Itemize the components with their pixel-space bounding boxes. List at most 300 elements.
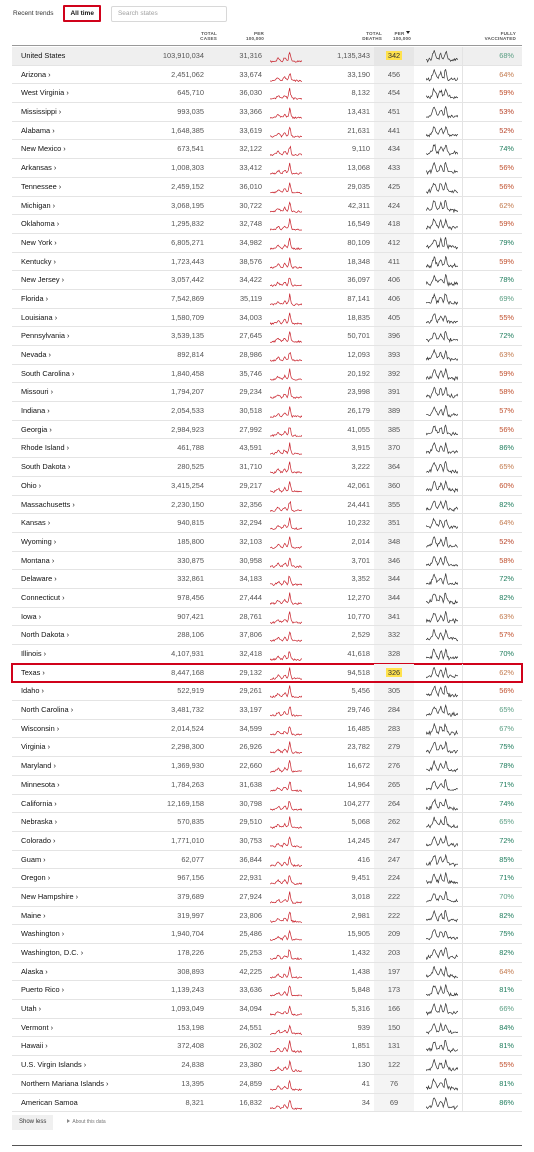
row-state-name[interactable]: Tennessee › [21,181,62,191]
row-fully-vaccinated: 65% [499,705,514,715]
row-cases-per-100k: 32,748 [239,219,262,229]
header-deaths-per-100k[interactable] [384,31,420,41]
row-deaths-per-100k [374,103,414,122]
row-total-deaths: 8,132 [351,88,370,98]
row-deaths-per-100k-value: 434 [387,144,401,154]
deaths-sparkline [426,1022,458,1035]
row-deaths-per-100k-value: 222 [387,910,401,920]
row-cases-per-100k: 32,294 [239,518,262,528]
row-total-deaths: 23,998 [347,387,370,397]
row-deaths-per-100k [374,682,414,701]
row-state-name[interactable]: North Dakota › [21,630,70,640]
row-total-cases: 1,580,709 [171,312,204,322]
table-row[interactable] [12,664,522,683]
header-vaccinated-line1: FULLY [500,31,516,36]
column-divider [462,309,463,327]
table-row[interactable] [12,832,522,851]
table-footer [12,1114,106,1130]
row-total-deaths: 50,701 [347,331,370,341]
row-deaths-per-100k [374,234,414,253]
about-this-data-link[interactable] [67,1119,105,1125]
row-fully-vaccinated: 55% [499,312,514,322]
deaths-sparkline [426,891,458,904]
row-fully-vaccinated: 60% [499,480,514,490]
row-state-name[interactable]: Pennsylvania › [21,331,70,341]
row-state-name[interactable]: Connecticut › [21,592,65,602]
row-state-name[interactable]: Mississippi › [21,107,62,117]
row-total-deaths: 41,055 [347,424,370,434]
column-divider [462,84,463,102]
row-deaths-per-100k-value: 344 [387,592,401,602]
row-state-name[interactable]: Wyoming › [21,536,57,546]
column-divider [462,645,463,663]
row-deaths-per-100k-value: 76 [389,1078,399,1088]
column-divider [462,402,463,420]
row-cases-per-100k: 23,806 [239,910,262,920]
row-deaths-per-100k-value: 247 [387,854,401,864]
row-state-name[interactable]: Massachusetts › [21,499,75,509]
row-state-name[interactable]: Nebraska › [21,817,58,827]
row-deaths-per-100k [374,832,414,851]
row-state-name[interactable]: Guam › [21,854,46,864]
row-cases-per-100k: 24,551 [239,1022,262,1032]
table-row[interactable] [12,159,522,178]
table-row[interactable] [12,1019,522,1038]
row-deaths-per-100k-value: 265 [387,779,401,789]
header-total-cases[interactable] [200,31,217,41]
column-divider [462,477,463,495]
column-divider [462,720,463,738]
table-row[interactable] [12,757,522,776]
deaths-sparkline [426,442,458,455]
row-state-name[interactable]: New Jersey › [21,275,65,285]
cases-sparkline [270,816,302,829]
row-deaths-per-100k-value: 424 [387,200,401,210]
table-row[interactable] [12,1075,522,1094]
table-row[interactable] [12,253,522,272]
row-cases-per-100k: 26,302 [239,1041,262,1051]
row-state-name[interactable]: South Carolina › [21,368,75,378]
row-state-name[interactable]: Minnesota › [21,779,60,789]
table-row[interactable] [12,84,522,103]
table-row[interactable] [12,402,522,421]
row-state-name[interactable]: Washington, D.C. › [21,948,84,957]
header-total-deaths[interactable] [362,31,382,41]
row-deaths-per-100k [374,757,414,776]
row-fully-vaccinated: 59% [499,219,514,229]
column-divider [462,140,463,158]
table-row[interactable] [12,309,522,328]
row-total-cases: 24,838 [181,1060,204,1070]
search-states-input[interactable] [111,6,227,22]
table-row[interactable] [12,776,522,795]
row-cases-per-100k: 32,418 [239,649,262,658]
table-row[interactable] [12,533,522,552]
column-divider [462,159,463,177]
row-total-deaths: 12,270 [347,592,370,602]
row-fully-vaccinated: 84% [499,1022,514,1032]
table-row[interactable] [12,682,522,701]
deaths-sparkline [426,330,458,343]
header-fully-vaccinated[interactable] [485,31,516,41]
row-deaths-per-100k [374,626,414,645]
table-row[interactable] [12,66,522,85]
row-deaths-per-100k-value: 360 [387,480,401,490]
cases-sparkline [270,779,302,792]
table-row[interactable] [12,608,522,627]
row-state-name[interactable]: Oklahoma › [21,219,60,229]
table-row[interactable] [12,47,522,66]
row-state-name[interactable]: Wisconsin › [21,723,60,733]
table-row[interactable] [12,589,522,608]
row-total-deaths: 13,431 [347,107,370,117]
row-deaths-per-100k [374,496,414,515]
row-state-name[interactable]: American Samoa [21,1097,78,1107]
row-fully-vaccinated: 59% [499,88,514,98]
table-row[interactable] [12,963,522,982]
table-row[interactable] [12,925,522,944]
row-state-name[interactable]: Arizona › [21,69,51,79]
column-divider [462,458,463,476]
row-total-cases: 178,226 [177,948,204,957]
column-divider [462,888,463,906]
row-fully-vaccinated: 53% [499,107,514,117]
deaths-sparkline [426,87,458,100]
column-divider [462,47,463,65]
row-state-name[interactable]: Missouri › [21,387,54,397]
row-state-name[interactable]: Idaho › [21,686,45,696]
row-total-cases: 1,794,207 [171,387,204,397]
cases-sparkline [270,1003,302,1016]
deaths-sparkline [426,947,458,960]
cases-sparkline [270,237,302,250]
row-state-name[interactable]: Northern Mariana Islands › [21,1078,109,1088]
row-total-cases: 570,835 [177,817,204,827]
table-row[interactable] [12,944,522,963]
row-total-deaths: 3,018 [351,891,370,901]
row-cases-per-100k: 28,986 [239,350,262,359]
row-state-name[interactable]: West Virginia › [21,88,69,98]
row-deaths-per-100k-value: 328 [387,649,401,658]
deaths-sparkline [426,517,458,530]
row-total-cases: 6,805,271 [171,237,204,247]
row-state-name[interactable]: U.S. Virgin Islands › [21,1060,87,1070]
row-state-name[interactable]: Alabama › [21,125,55,135]
column-divider [462,253,463,271]
row-state-name[interactable]: Georgia › [21,424,52,434]
column-divider [462,122,463,140]
row-deaths-per-100k [374,439,414,458]
row-deaths-per-100k [374,197,414,216]
row-state-name[interactable]: Utah › [21,1004,42,1014]
row-total-deaths: 1,135,343 [337,51,370,60]
column-divider [462,608,463,626]
row-deaths-per-100k-value: 405 [387,312,401,322]
row-state-name[interactable]: Colorado › [21,835,56,845]
row-state-name[interactable]: Rhode Island › [21,443,70,453]
table-row[interactable] [12,178,522,197]
row-state-name[interactable]: Texas › [21,667,45,677]
row-fully-vaccinated: 64% [499,518,514,528]
cases-sparkline [270,1040,302,1053]
row-total-cases: 967,156 [177,873,204,883]
column-divider [462,533,463,551]
row-total-cases: 185,800 [177,536,204,546]
tab-recent-trends[interactable]: Recent trends [13,10,54,17]
row-deaths-per-100k [374,888,414,907]
row-fully-vaccinated: 62% [499,667,514,677]
row-deaths-per-100k [374,869,414,888]
row-total-deaths: 1,438 [351,966,370,976]
row-state-name[interactable]: Hawaii › [21,1041,48,1051]
table-row[interactable] [12,851,522,870]
table-row[interactable] [12,552,522,571]
table-row[interactable] [12,720,522,739]
row-total-deaths: 16,485 [347,723,370,733]
row-state-name[interactable]: Delaware › [21,574,57,584]
row-fully-vaccinated: 65% [499,817,514,827]
row-deaths-per-100k [374,533,414,552]
row-fully-vaccinated: 58% [499,555,514,565]
row-deaths-per-100k-value: 342 [387,51,401,60]
row-state-name[interactable]: South Dakota › [21,462,71,472]
row-state-name[interactable]: Florida › [21,293,49,303]
row-cases-per-100k: 27,645 [239,331,262,341]
row-state-name[interactable]: Michigan › [21,200,56,210]
deaths-sparkline [426,667,458,680]
cases-sparkline [270,424,302,437]
row-state-name[interactable]: Oregon › [21,873,51,883]
row-deaths-per-100k-value: 284 [387,705,401,715]
table-row[interactable] [12,346,522,365]
row-state-name[interactable]: Illinois › [21,649,47,658]
row-state-name[interactable]: Washington › [21,929,65,939]
column-divider [462,103,463,121]
row-total-deaths: 15,905 [347,929,370,939]
row-total-deaths: 14,964 [347,779,370,789]
row-total-deaths: 939 [357,1022,370,1032]
row-deaths-per-100k [374,776,414,795]
row-fully-vaccinated: 52% [499,536,514,546]
table-row[interactable] [12,981,522,1000]
column-divider [462,66,463,84]
row-total-deaths: 12,093 [347,350,370,359]
row-total-cases: 2,014,524 [171,723,204,733]
row-deaths-per-100k-value: 276 [387,761,401,771]
table-row[interactable] [12,1000,522,1019]
table-row[interactable] [12,514,522,533]
row-deaths-per-100k [374,720,414,739]
row-fully-vaccinated: 69% [499,293,514,303]
row-deaths-per-100k-value: 364 [387,462,401,472]
row-deaths-per-100k-value: 389 [387,406,401,416]
deaths-sparkline [426,723,458,736]
row-fully-vaccinated: 63% [499,350,514,359]
table-row[interactable] [12,365,522,384]
row-state-name[interactable]: Virginia › [21,742,51,752]
table-row[interactable] [12,122,522,141]
table-row[interactable] [12,458,522,477]
table-row[interactable] [12,888,522,907]
cases-sparkline [270,685,302,698]
row-total-deaths: 24,441 [347,499,370,509]
cases-sparkline [270,667,302,680]
table-row[interactable] [12,570,522,589]
table-row[interactable] [12,869,522,888]
row-total-cases: 332,861 [177,574,204,584]
tab-all-time[interactable]: All time [63,5,100,22]
table-row[interactable] [12,1056,522,1075]
table-row[interactable] [12,626,522,645]
row-deaths-per-100k-value: 454 [387,88,401,98]
row-state-name[interactable]: Vermont › [21,1022,54,1032]
column-divider [462,1019,463,1037]
cases-sparkline [270,592,302,605]
header-cases-per-100k[interactable] [246,31,264,41]
row-deaths-per-100k-value: 264 [387,798,401,808]
row-total-cases: 1,940,704 [171,929,204,939]
deaths-sparkline [426,69,458,82]
table-row[interactable] [12,215,522,234]
row-total-deaths: 41 [361,1078,370,1088]
cases-sparkline [270,50,302,63]
table-row[interactable] [12,795,522,814]
deaths-sparkline [426,592,458,605]
row-fully-vaccinated: 75% [499,742,514,752]
column-divider [462,234,463,252]
row-total-cases: 2,230,150 [171,499,204,509]
row-state-name[interactable]: Arkansas › [21,163,57,173]
row-state-name[interactable]: Puerto Rico › [21,985,65,995]
row-total-cases: 1,295,832 [171,219,204,229]
table-row[interactable] [12,1037,522,1056]
row-cases-per-100k: 27,992 [239,424,262,434]
row-state-name[interactable]: New York › [21,237,57,247]
table-row[interactable] [12,907,522,926]
cases-sparkline [270,835,302,848]
column-divider [462,1000,463,1018]
row-state-name[interactable]: California › [21,798,57,808]
row-cases-per-100k: 24,859 [239,1078,262,1088]
row-state-name[interactable]: Maine › [21,910,46,920]
table-row[interactable] [12,197,522,216]
row-total-cases: 2,054,533 [171,406,204,416]
row-fully-vaccinated: 64% [499,69,514,79]
row-state-name[interactable]: Montana › [21,555,55,565]
header-total-deaths-line1: TOTAL [366,31,382,36]
row-deaths-per-100k-value: 203 [387,948,401,957]
row-total-deaths: 2,529 [351,630,370,640]
table-row[interactable] [12,103,522,122]
row-state-name[interactable]: Indiana › [21,406,50,416]
cases-sparkline [270,293,302,306]
row-cases-per-100k: 32,356 [239,499,262,509]
row-cases-per-100k: 42,225 [239,966,262,976]
table-row[interactable] [12,496,522,515]
table-row[interactable] [12,1094,522,1113]
row-total-deaths: 1,432 [351,948,370,957]
deaths-sparkline [426,629,458,642]
row-total-cases: 319,997 [177,910,204,920]
table-row[interactable] [12,383,522,402]
row-cases-per-100k: 31,710 [239,462,262,472]
table-row[interactable] [12,645,522,664]
row-state-name[interactable]: Iowa › [21,611,42,621]
table-row[interactable] [12,327,522,346]
row-deaths-per-100k-value: 433 [387,163,401,173]
row-state-name[interactable]: Kentucky › [21,256,56,266]
sort-descending-icon [406,31,410,34]
table-row[interactable] [12,439,522,458]
row-state-name[interactable]: North Carolina › [21,705,74,715]
row-state-name[interactable]: Maryland › [21,761,56,771]
cases-sparkline [270,330,302,343]
row-fully-vaccinated: 56% [499,163,514,173]
table-row[interactable] [12,140,522,159]
row-cases-per-100k: 34,094 [239,1004,262,1014]
table-row[interactable] [12,234,522,253]
row-deaths-per-100k-value: 392 [387,368,401,378]
row-cases-per-100k: 25,253 [239,948,262,957]
table-row[interactable] [12,290,522,309]
row-state-name[interactable]: New Hampshire › [21,891,79,901]
cases-sparkline [270,910,302,923]
row-total-cases: 522,919 [177,686,204,696]
row-fully-vaccinated: 74% [499,798,514,808]
row-cases-per-100k: 33,412 [239,163,262,173]
row-deaths-per-100k [374,570,414,589]
row-state-name[interactable]: Ohio › [21,480,42,490]
deaths-sparkline [426,536,458,549]
row-state-name[interactable]: Nevada › [21,350,51,359]
row-total-deaths: 29,746 [347,705,370,715]
row-state-name[interactable]: Kansas › [21,518,51,528]
table-row[interactable] [12,813,522,832]
deaths-sparkline [426,349,458,362]
row-deaths-per-100k [374,738,414,757]
column-divider [462,439,463,457]
row-total-cases: 1,723,443 [171,256,204,266]
table-row[interactable] [12,421,522,440]
deaths-sparkline [426,106,458,119]
row-deaths-per-100k [374,140,414,159]
table-row[interactable] [12,477,522,496]
table-row[interactable] [12,271,522,290]
row-state-name[interactable]: Alaska › [21,966,48,976]
column-divider [462,290,463,308]
view-toggle-bar [11,5,227,22]
row-fully-vaccinated: 59% [499,368,514,378]
row-total-cases: 978,456 [177,592,204,602]
about-this-data-label: About this data [72,1119,106,1125]
table-row[interactable] [12,738,522,757]
row-total-deaths: 104,277 [343,798,370,808]
show-less-button[interactable]: Show less [12,1115,53,1130]
cases-sparkline [270,312,302,325]
row-fully-vaccinated: 81% [499,1041,514,1051]
row-cases-per-100k: 33,619 [239,125,262,135]
row-state-name[interactable]: Louisiana › [21,312,58,322]
row-total-cases: 993,035 [177,107,204,117]
row-state-name[interactable]: New Mexico › [21,144,66,154]
row-deaths-per-100k [374,271,414,290]
row-total-cases: 3,415,254 [171,480,204,490]
row-fully-vaccinated: 75% [499,929,514,939]
row-total-cases: 330,875 [177,555,204,565]
table-row[interactable] [12,701,522,720]
row-fully-vaccinated: 72% [499,574,514,584]
column-divider [462,1075,463,1093]
